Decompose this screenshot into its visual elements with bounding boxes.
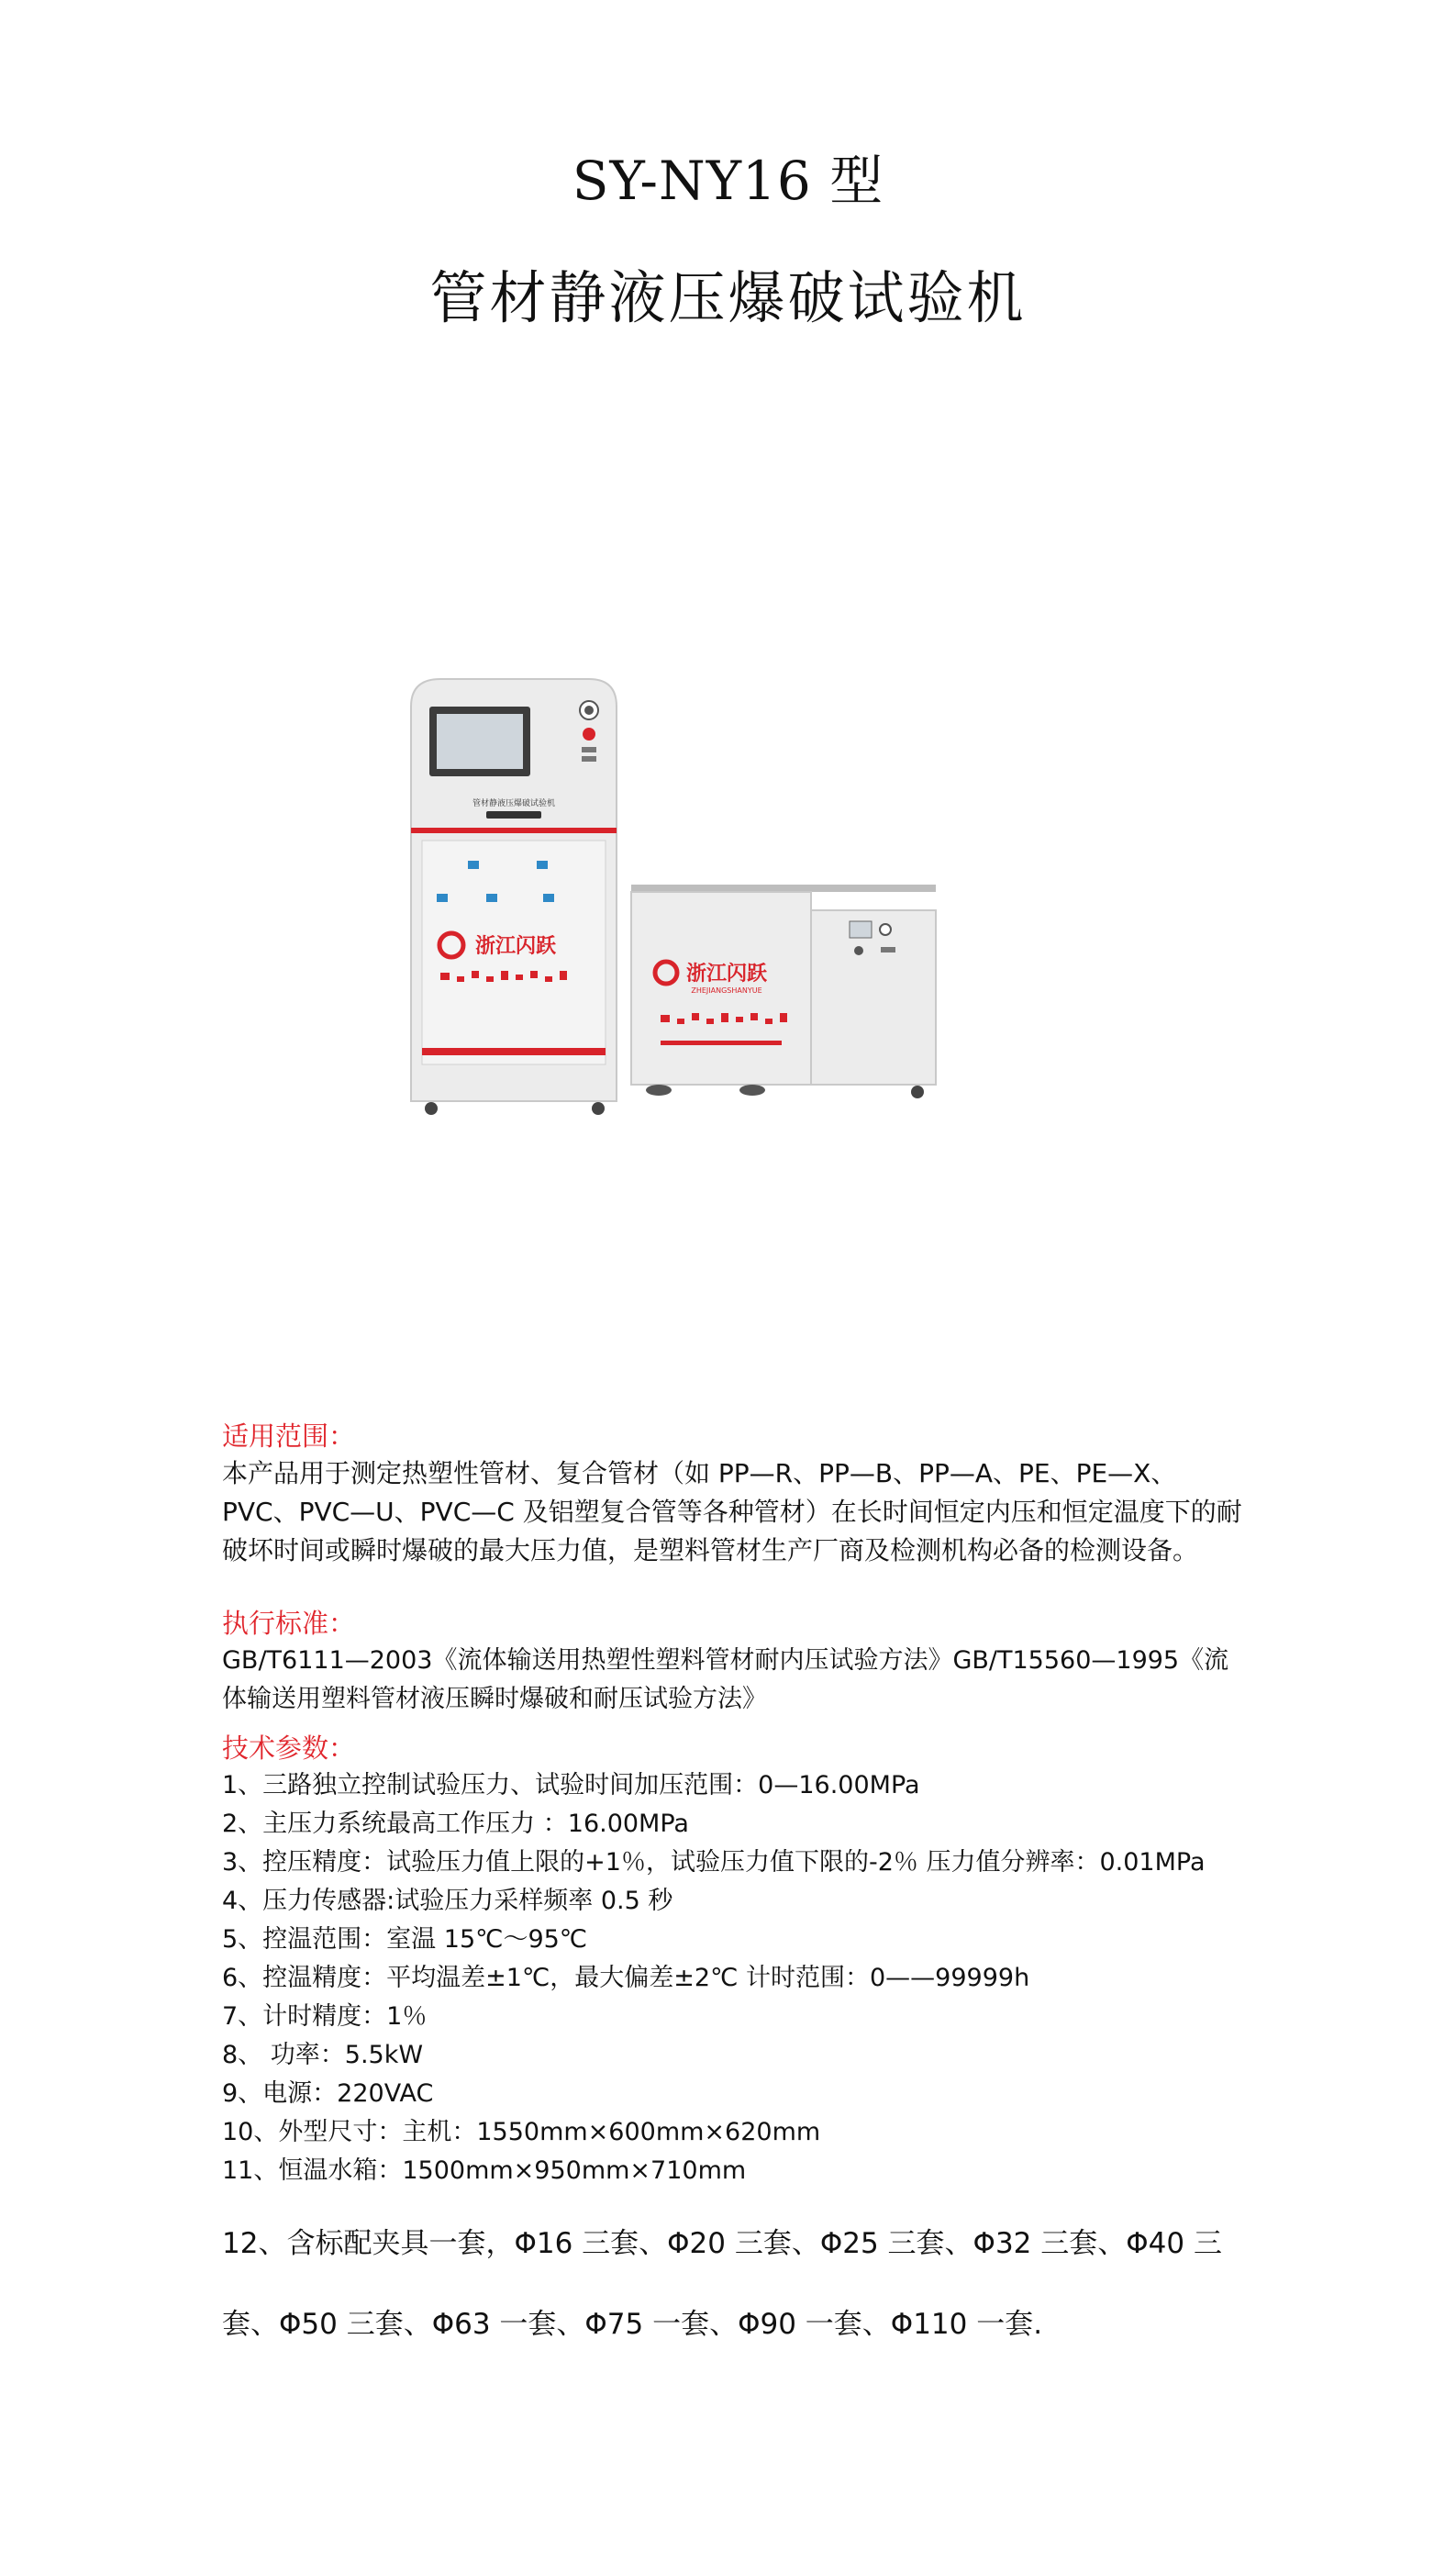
param-item: 1、三路独立控制试验压力、试验时间加压范围：0—16.00MPa [222,1771,920,1799]
brand-logo-subtext: ZHEJIANGSHANYUE [691,986,762,995]
brand-logo-text: 浙江闪跃 [685,963,768,986]
param-item: 12、含标配夹具一套，Φ16 三套、Φ20 三套、Φ25 三套、Φ32 三套、Φ40 三套、Φ50 三套、Φ63 一套、Φ75 一套、Φ90 一套、Φ110 一套. [222,2227,1222,2341]
param-item: 9、电源：220VAC [222,2079,434,2108]
param-item: 6、控温精度：平均温差±1℃，最大偏差±2℃ 计时范围：0——99999h [222,1964,1030,1992]
scope-text: 本产品用于测定热塑性管材、复合管材（如 PP—R、PP—B、PP—A、PE、PE—X、PVC、PVC—U、PVC—C 及铝塑复合管等各种管材）在长时间恒定内压和恒定温度下的耐破坏时间或瞬时爆破的最大压力值，是塑料管材生产厂商及检测机构必备的检测设备。 [222,1458,1242,1565]
tank-display [850,921,872,938]
standard-text: GB/T6111—2003《流体输送用热塑性塑料管材耐内压试验方法》GB/T15560—1995《流体输送用塑料管材液压瞬时爆破和耐压试验方法》 [222,1646,1229,1713]
param-item: 2、主压力系统最高工作压力 ：16.00MPa [222,1810,689,1838]
panel-caption: 管材静液压爆破试验机 [472,799,556,808]
standard-heading: 执行标准： [222,1608,356,1639]
param-item: 4、压力传感器:试验压力采样频率 0.5 秒 [222,1887,673,1915]
product-photo [385,670,1092,1138]
param-item: 5、控温范围：室温 15℃～95℃ [222,1925,588,1954]
param-item: 10、外型尺寸：主机：1550mm×600mm×620mm [222,2118,821,2146]
page-title: 管材静液压爆破试验机 [429,264,1027,331]
params-heading: 技术参数： [222,1732,356,1764]
param-item: 3、控压精度：试验压力值上限的+1％，试验压力值下限的-2％ 压力值分辨率：0.01MPa [222,1848,1206,1877]
param-item: 8、 功率：5.5kW [222,2041,424,2069]
control-cabinet [411,679,617,1115]
model-number: SY-NY16 型 [572,150,884,212]
brand-logo-text: 浙江闪跃 [474,935,557,958]
param-item: 7、计时精度：1％ [222,2002,428,2031]
scope-heading: 适用范围： [222,1420,356,1452]
water-tank [631,885,936,1098]
param-item: 11、恒温水箱：1500mm×950mm×710mm [222,2156,747,2185]
spec-content [222,1418,1250,2365]
touch-screen [437,714,523,769]
